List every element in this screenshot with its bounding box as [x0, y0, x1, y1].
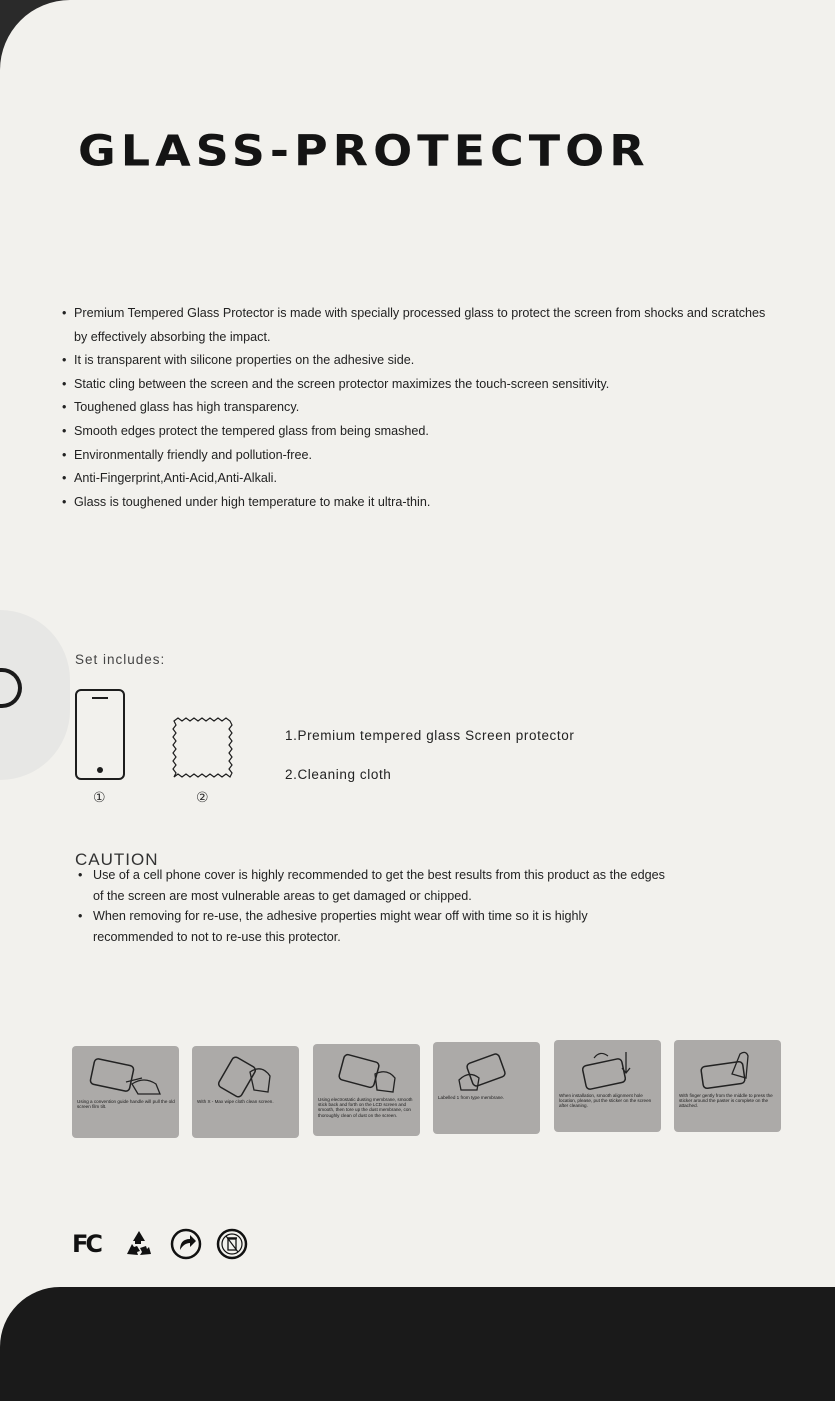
step-caption: When installation, smooth alignment hole location, please, put the sticker on the screen after cleaning.	[559, 1093, 652, 1109]
step-caption: Using a convention guide handle will pull the old screen film tilt.	[77, 1099, 175, 1110]
peel-membrane-icon	[447, 1050, 527, 1094]
dust-membrane-icon	[327, 1052, 407, 1096]
feature-list	[62, 302, 774, 514]
step-caption: With finger gently from the middle to press the sticker around the paster is complete on the attached.	[679, 1093, 773, 1109]
feature-item: • Glass is toughened under high temperature to make it ultra-thin.	[62, 491, 774, 515]
bottom-dark-band	[0, 1287, 835, 1401]
step-panel-2	[192, 1046, 299, 1138]
item-number-2: ②	[196, 789, 209, 805]
step-caption: Using electrostatic dusting membrane, smooth stick back and forth on the LCD screen and smooth, then tore up the dust membrane, con thoroughly clean of dust on the screen.	[318, 1097, 413, 1118]
press-sticker-icon	[688, 1048, 768, 1092]
set-includes-heading: Set includes:	[75, 652, 166, 667]
includes-list	[285, 716, 574, 794]
step-panel-1	[72, 1046, 179, 1138]
includes-item: 2.Cleaning cloth	[285, 767, 392, 782]
feature-item: • Environmentally friendly and pollution-free.	[62, 444, 774, 468]
product-title: GLASS-PROTECTOR	[78, 126, 650, 176]
feature-item: • Toughened glass has high transparency.	[62, 396, 774, 420]
weee-bin-icon	[216, 1228, 248, 1260]
cleaning-cloth-icon	[172, 717, 234, 779]
step-caption: Labelled 1 from type membrane.	[438, 1095, 505, 1100]
caution-item: • When removing for re-use, the adhesive properties might wear off with time so it is highly recommended to not to re-use this protector.	[78, 906, 668, 947]
green-dot-icon	[170, 1228, 202, 1260]
feature-item: • Premium Tempered Glass Protector is made with specially processed glass to protect the screen from shocks and scratches by effectively absorbing the impact.	[62, 302, 774, 349]
feature-item: • It is transparent with silicone properties on the adhesive side.	[62, 349, 774, 373]
fc-mark: FC	[72, 1230, 101, 1258]
includes-item: 1.Premium tempered glass Screen protector	[285, 728, 575, 743]
caution-list	[78, 865, 668, 947]
step-caption: With X - Max wipe cloth clean screen.	[197, 1099, 274, 1104]
step-panel-6	[674, 1040, 781, 1132]
step-panel-5	[554, 1040, 661, 1132]
item-number-1: ①	[93, 789, 106, 805]
caution-heading: CAUTION	[75, 850, 159, 869]
remove-old-film-icon	[86, 1054, 166, 1098]
feature-item: • Anti-Fingerprint,Anti-Acid,Anti-Alkali.	[62, 467, 774, 491]
recycle-icon	[123, 1228, 155, 1260]
screen-protector-icon	[75, 689, 125, 780]
step-panel-3	[313, 1044, 420, 1136]
step-panel-4	[433, 1042, 540, 1134]
feature-item: • Smooth edges protect the tempered glass from being smashed.	[62, 420, 774, 444]
caution-item: • Use of a cell phone cover is highly recommended to get the best results from this product as the edges of the screen are most vulnerable areas to get damaged or chipped.	[78, 865, 668, 906]
feature-item: • Static cling between the screen and the screen protector maximizes the touch-screen sensitivity.	[62, 373, 774, 397]
wipe-screen-icon	[206, 1054, 286, 1098]
align-protector-icon	[568, 1048, 648, 1092]
